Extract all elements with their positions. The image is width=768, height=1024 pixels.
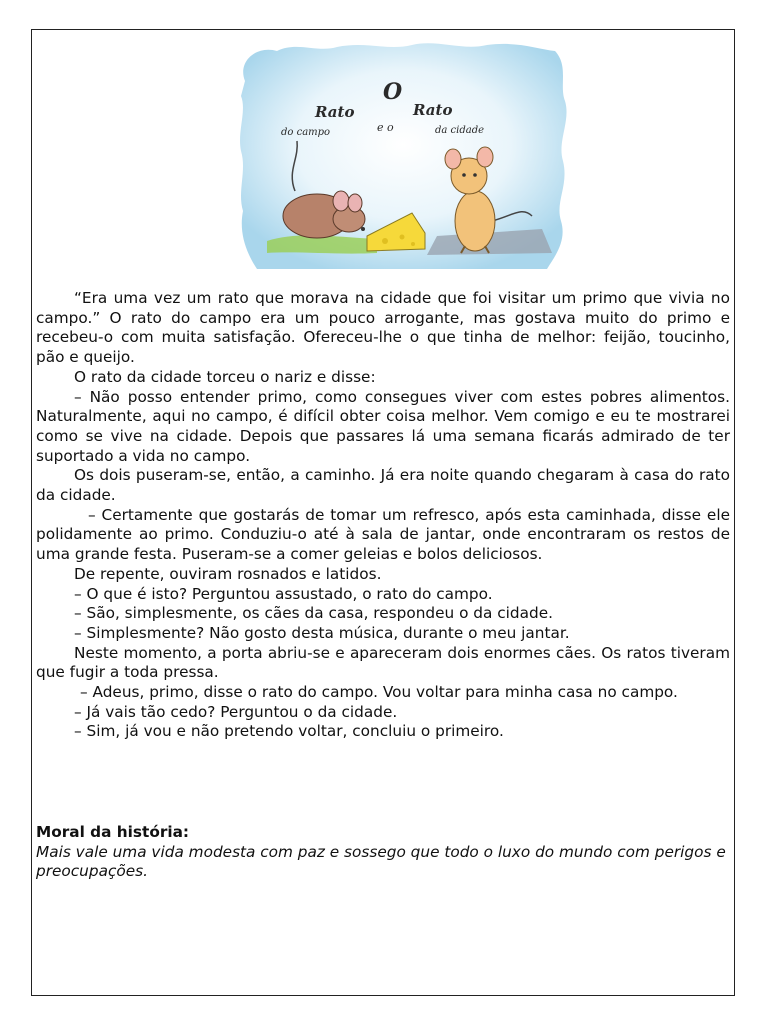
story-paragraph: – O que é isto? Perguntou assustado, o rato do campo. [74, 584, 493, 603]
story-paragraph: – Já vais tão cedo? Perguntou o da cidade. [74, 702, 398, 721]
moral-heading: Moral da história: [36, 823, 190, 841]
story-paragraph: De repente, ouviram rosnados e latidos. [74, 564, 382, 583]
title-o: O [383, 79, 403, 105]
moral-section [36, 823, 730, 882]
subtitle-da-cidade: da cidade [435, 125, 485, 136]
story-illustration [237, 41, 567, 269]
subtitle-do-campo: do campo [281, 127, 331, 138]
story-paragraph: Neste momento, a porta abriu-se e apareceram dois enormes cães. Os ratos tiveram que fugir a toda pressa. [36, 643, 730, 682]
story-paragraph: Os dois puseram-se, então, a caminho. Já era noite quando chegaram à casa do rato da cidade. [36, 466, 730, 505]
moral-text: Mais vale uma vida modesta com paz e sossego que todo o luxo do mundo com perigos e preocupações. [36, 842, 726, 881]
story-paragraph: – Sim, já vou e não pretendo voltar, concluiu o primeiro. [74, 722, 504, 741]
title-e-o: e o [377, 121, 394, 134]
story-paragraph: – Certamente que gostarás de tomar um refresco, após esta caminhada, disse ele polidamente ao primo. Conduziu-o até à sala de jantar, onde encontraram os restos de uma grande festa. Puseram-se a comer geleias e bolos deliciosos. [36, 505, 730, 564]
story-paragraph: – São, simplesmente, os cães da casa, respondeu o da cidade. [74, 604, 553, 623]
title-rato-left: Rato [315, 103, 355, 121]
story-paragraph: – Simplesmente? Não gosto desta música, durante o meu jantar. [74, 623, 570, 642]
story-paragraph: – Adeus, primo, disse o rato do campo. Vou voltar para minha casa no campo. [80, 683, 678, 702]
story-paragraph: O rato da cidade torceu o nariz e disse: [74, 367, 376, 386]
story-text [36, 289, 730, 742]
title-rato-right: Rato [413, 101, 453, 119]
story-paragraph: “Era uma vez um rato que morava na cidade que foi visitar um primo que vivia no campo.” O rato do campo era um pouco arrogante, mas gostava muito do primo e recebeu-o com muita satisfação. Ofereceu-lhe o que tinha de melhor: feijão, toucinho, pão e queijo. [36, 289, 730, 367]
story-paragraph: – Não posso entender primo, como consegues viver com estes pobres alimentos. Naturalmente, aqui no campo, é difícil obter coisa melhor. Vem comigo e eu te mostrarei como se vive na cidade. Depois que passares lá uma semana ficarás admirado de ter suportado a vida no campo. [36, 387, 730, 465]
